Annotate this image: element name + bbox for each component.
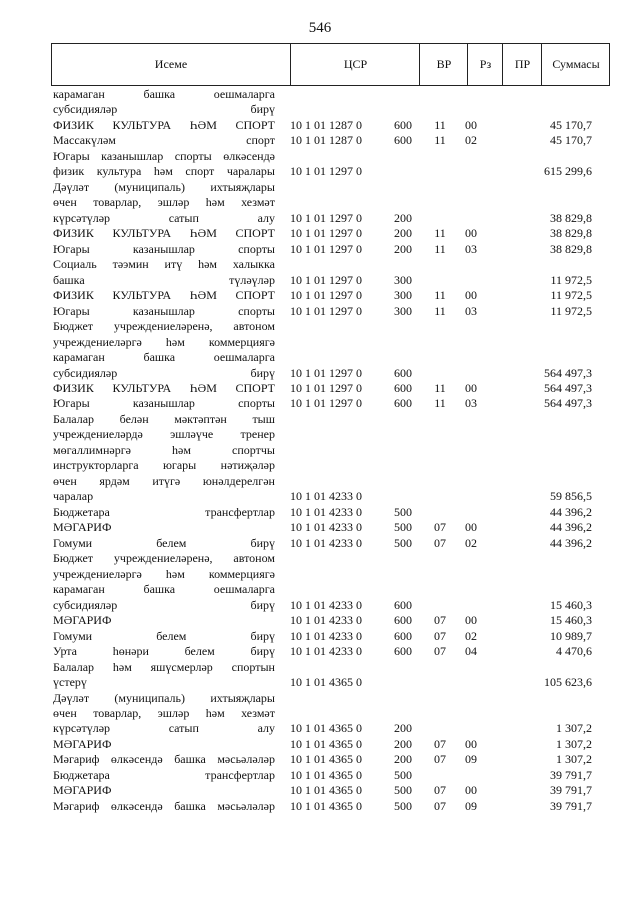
row-pr: 00 (465, 117, 477, 132)
table-header (51, 43, 610, 86)
row-name-word: хезмәт (241, 705, 275, 720)
row-name-word: ихтыяҗлары (210, 179, 275, 194)
row-name (53, 799, 275, 814)
row-name-line: ФИЗИК КУЛЬТУРА ҺӘМ СПОРТ (53, 117, 275, 132)
row-rz: 07 (434, 752, 446, 767)
row-name (53, 396, 275, 411)
row-name-word: карамаган (53, 87, 105, 101)
row-name-word: өлкәсендә (223, 148, 275, 163)
row-vr: 200 (394, 721, 412, 736)
table-row (0, 520, 640, 535)
row-name-word: һәм (205, 195, 225, 210)
row-name-word: учреждениеләргә (53, 566, 142, 581)
row-name-word: спорты (174, 148, 212, 163)
table-row (0, 118, 640, 133)
row-name-line (53, 335, 275, 350)
row-name (53, 536, 275, 551)
row-name-word: оешмаларга (213, 582, 275, 597)
row-name-word: һәм (205, 705, 225, 720)
row-sum: 11 972,5 (550, 272, 592, 287)
row-sum: 15 460,3 (550, 613, 592, 628)
row-pr: 03 (465, 241, 477, 256)
row-csr: 10 1 01 4233 0 (290, 535, 362, 550)
row-sum: 15 460,3 (550, 597, 592, 612)
row-name-word: юнәлдерелгән (202, 473, 275, 488)
row-rz: 07 (434, 736, 446, 751)
row-name (53, 118, 275, 133)
row-sum: 38 829,8 (550, 226, 592, 241)
row-sum: 45 170,7 (550, 133, 592, 148)
row-name-line: үстерү (53, 675, 87, 690)
table-row (0, 799, 640, 814)
row-name-word: учреждениеләрдә (53, 427, 143, 442)
row-name-word: спортын (231, 659, 275, 674)
row-name-line: Бюджетара трансфертлар (53, 767, 275, 782)
table-row (0, 752, 640, 767)
row-csr: 10 1 01 4233 0 (290, 597, 362, 612)
row-name-word: халыкка (232, 257, 275, 272)
row-name-word: башка (143, 582, 176, 597)
row-name-word: Балалар (53, 411, 95, 426)
row-name-line: субсидияләр бирү (53, 102, 275, 117)
row-csr: 10 1 01 4233 0 (290, 489, 362, 504)
row-rz: 07 (434, 613, 446, 628)
row-sum: 39 791,7 (550, 798, 592, 813)
table-row (0, 551, 640, 613)
row-name-line: Массакүләм спорт (53, 133, 275, 148)
row-name-line (53, 350, 275, 365)
row-name-line: ФИЗИК КУЛЬТУРА ҺӘМ СПОРТ (53, 226, 275, 241)
table-row (0, 783, 640, 798)
row-vr: 500 (394, 798, 412, 813)
row-name-word: автоном (233, 551, 275, 566)
row-name-line (53, 149, 275, 164)
row-sum: 44 396,2 (550, 535, 592, 550)
row-name-line: МӘГАРИФ (53, 613, 112, 628)
row-name-line: физик культура һәм спорт чаралары (53, 164, 275, 179)
table-row (0, 768, 640, 783)
row-name-word: өчен (53, 195, 77, 210)
row-name-word: карамаган (53, 582, 105, 597)
row-rz: 07 (434, 783, 446, 798)
row-name (53, 768, 275, 783)
row-vr: 500 (394, 504, 412, 519)
row-name-word: тәэмин (112, 257, 149, 272)
row-name (53, 412, 275, 505)
row-name (53, 629, 275, 644)
row-name (53, 691, 275, 737)
row-name (53, 288, 275, 303)
row-pr: 00 (465, 783, 477, 798)
table-row (0, 257, 640, 288)
page-number: 546 (308, 20, 332, 36)
row-name-word: тыш (252, 411, 275, 426)
row-sum: 44 396,2 (550, 504, 592, 519)
row-name-word: һәм (198, 257, 217, 272)
row-name-word: югары (162, 458, 197, 473)
row-name (53, 319, 275, 381)
row-name (53, 783, 275, 798)
row-name-line (53, 319, 275, 334)
row-name-word: автоном (233, 319, 275, 334)
row-csr: 10 1 01 1297 0 (290, 210, 362, 225)
row-pr: 04 (465, 644, 477, 659)
row-pr: 03 (465, 303, 477, 318)
row-sum: 564 497,3 (544, 381, 592, 396)
row-name (53, 304, 275, 319)
row-name-word: коммерциягә (208, 566, 275, 581)
table-row (0, 536, 640, 551)
row-vr: 600 (394, 644, 412, 659)
row-csr: 10 1 01 1297 0 (290, 288, 362, 303)
row-name (53, 520, 275, 535)
row-name-line: чаралар (53, 489, 94, 504)
table-row (0, 180, 640, 226)
row-vr: 600 (394, 117, 412, 132)
row-sum: 38 829,8 (550, 210, 592, 225)
row-name-line: МӘГАРИФ (53, 783, 112, 798)
row-name (53, 613, 275, 628)
row-name-word: итү (164, 257, 183, 272)
table-row (0, 226, 640, 241)
row-rz: 07 (434, 520, 446, 535)
column-header-sum: Суммасы (541, 44, 610, 85)
row-name-line: МӘГАРИФ (53, 736, 112, 751)
row-csr: 10 1 01 1297 0 (290, 272, 362, 287)
column-header-rz: Рз (467, 44, 503, 85)
row-name-word: казанышлар (101, 148, 164, 163)
table-row (0, 412, 640, 505)
row-name-line (53, 582, 275, 597)
row-name-line: Югары казанышлар спорты (53, 396, 275, 411)
table-row (0, 319, 640, 381)
row-pr: 00 (465, 520, 477, 535)
row-rz: 07 (434, 628, 446, 643)
row-name-line (53, 443, 275, 458)
row-vr: 500 (394, 767, 412, 782)
row-name-word: Бюджет (53, 551, 94, 566)
row-name-line (53, 567, 275, 582)
row-vr: 200 (394, 241, 412, 256)
row-csr: 10 1 01 1297 0 (290, 396, 362, 411)
row-name-line (53, 427, 275, 442)
row-name-line (53, 706, 275, 721)
row-vr: 600 (394, 365, 412, 380)
row-csr: 10 1 01 4233 0 (290, 613, 362, 628)
row-name-line: күрсәтүләр сатып алу (53, 721, 275, 736)
row-pr: 00 (465, 613, 477, 628)
row-name (53, 180, 275, 226)
row-rz: 11 (434, 226, 446, 241)
row-sum: 45 170,7 (550, 117, 592, 132)
row-name-line: ФИЗИК КУЛЬТУРА ҺӘМ СПОРТ (53, 288, 275, 303)
table-row (0, 691, 640, 737)
row-name-line: Гомуми белем бирү (53, 628, 275, 643)
table-row (0, 737, 640, 752)
table-row (0, 660, 640, 691)
row-name-line: Югары казанышлар спорты (53, 241, 275, 256)
column-header-name: Исеме (154, 57, 188, 71)
row-name-word: өчен (53, 473, 77, 488)
table-row (0, 87, 640, 118)
row-name-line (53, 180, 275, 195)
row-sum: 39 791,7 (550, 767, 592, 782)
row-name (53, 242, 275, 257)
row-sum: 1 307,2 (556, 721, 592, 736)
row-pr: 03 (465, 396, 477, 411)
row-name-word: башка (143, 87, 176, 101)
row-sum: 615 299,6 (544, 164, 592, 179)
row-name-line: Мәгариф өлкәсендә башка мәсьәләләр (53, 798, 275, 813)
row-sum: 39 791,7 (550, 783, 592, 798)
row-name-word: тренер (240, 427, 275, 442)
row-vr: 600 (394, 381, 412, 396)
column-header-pr: ПР (502, 44, 542, 85)
row-sum: 105 623,6 (544, 675, 592, 690)
row-vr: 500 (394, 535, 412, 550)
row-name-line: күрсәтүләр сатып алу (53, 210, 275, 225)
row-name-word: Югары (53, 148, 90, 163)
row-name-line (53, 87, 275, 102)
row-rz: 11 (434, 288, 446, 303)
row-vr: 500 (394, 783, 412, 798)
row-csr: 10 1 01 1287 0 (290, 133, 362, 148)
row-name-line: субсидияләр бирү (53, 365, 275, 380)
row-vr: 200 (394, 226, 412, 241)
row-csr: 10 1 01 4365 0 (290, 736, 362, 751)
table-row (0, 505, 640, 520)
row-name-word: товарлар, (93, 195, 142, 210)
row-name-word: оешмаларга (213, 87, 275, 101)
row-name-word: белән (119, 411, 149, 426)
row-name (53, 149, 275, 180)
column-header-vr: ВР (419, 44, 468, 85)
row-sum: 38 829,8 (550, 241, 592, 256)
row-csr: 10 1 01 1297 0 (290, 303, 362, 318)
row-name-line: МӘГАРИФ (53, 520, 112, 535)
row-sum: 11 972,5 (550, 288, 592, 303)
row-name-word: башка (143, 350, 176, 365)
row-sum: 4 470,6 (556, 644, 592, 659)
row-rz: 07 (434, 644, 446, 659)
row-name-word: (муниципаль) (114, 690, 186, 705)
row-rz: 11 (434, 241, 446, 256)
row-vr: 600 (394, 597, 412, 612)
row-rz: 11 (434, 381, 446, 396)
row-sum: 11 972,5 (550, 303, 592, 318)
row-name-word: Дәүләт (53, 690, 90, 705)
row-csr: 10 1 01 1287 0 (290, 117, 362, 132)
table-row (0, 381, 640, 396)
row-sum: 44 396,2 (550, 520, 592, 535)
row-name-word: һәм (172, 442, 191, 457)
row-name-line (53, 257, 275, 272)
row-name-word: учреждениеләргә (53, 334, 142, 349)
row-csr: 10 1 01 1297 0 (290, 381, 362, 396)
row-vr: 600 (394, 628, 412, 643)
row-name (53, 644, 275, 659)
row-name-word: инструкторларга (53, 458, 139, 473)
row-vr: 600 (394, 133, 412, 148)
column-header-csr: ЦСР (290, 44, 420, 85)
row-name (53, 660, 275, 691)
row-name-word: учреждениеләренә, (113, 551, 213, 566)
row-csr: 10 1 01 4365 0 (290, 767, 362, 782)
row-name (53, 87, 275, 118)
row-rz: 11 (434, 117, 446, 132)
row-csr: 10 1 01 4365 0 (290, 798, 362, 813)
row-name-word: ярдәм (99, 473, 130, 488)
table-row (0, 288, 640, 303)
row-name-word: Балалар (53, 659, 95, 674)
table-row (0, 149, 640, 180)
row-csr: 10 1 01 4233 0 (290, 504, 362, 519)
row-name-word: карамаган (53, 350, 105, 365)
row-name-word: мөгаллимнәргә (53, 442, 131, 457)
row-vr: 200 (394, 210, 412, 225)
row-name-line (53, 474, 275, 489)
row-name-word: учреждениеләренә, (113, 319, 213, 334)
row-name-line: башка түләүләр (53, 272, 275, 287)
row-name-line (53, 412, 275, 427)
row-csr: 10 1 01 4365 0 (290, 783, 362, 798)
row-name-line: Мәгариф өлкәсендә башка мәсьәләләр (53, 752, 275, 767)
row-csr: 10 1 01 4365 0 (290, 752, 362, 767)
row-name-line (53, 458, 275, 473)
table-body (0, 87, 640, 814)
row-sum: 10 989,7 (550, 628, 592, 643)
row-pr: 09 (465, 798, 477, 813)
row-pr: 02 (465, 133, 477, 148)
table-row (0, 613, 640, 628)
row-csr: 10 1 01 4365 0 (290, 721, 362, 736)
row-pr: 00 (465, 226, 477, 241)
row-sum: 1 307,2 (556, 752, 592, 767)
row-name-word: коммерциягә (208, 334, 275, 349)
row-name (53, 737, 275, 752)
row-vr: 500 (394, 520, 412, 535)
row-sum: 564 497,3 (544, 365, 592, 380)
row-name-word: эшләр (157, 195, 190, 210)
row-name-word: (муниципаль) (114, 179, 186, 194)
row-name-line (53, 551, 275, 566)
row-name-word: нәтиҗәләр (220, 458, 275, 473)
row-rz: 11 (434, 303, 446, 318)
row-vr: 300 (394, 272, 412, 287)
row-name-word: Бюджет (53, 319, 94, 334)
row-pr: 00 (465, 736, 477, 751)
row-name-line: ФИЗИК КУЛЬТУРА ҺӘМ СПОРТ (53, 381, 275, 396)
row-csr: 10 1 01 1297 0 (290, 164, 362, 179)
table-row (0, 644, 640, 659)
row-name-line (53, 195, 275, 210)
row-name-word: мәктәптән (174, 411, 227, 426)
row-csr: 10 1 01 4233 0 (290, 644, 362, 659)
row-rz: 07 (434, 798, 446, 813)
row-name (53, 257, 275, 288)
row-name-word: Социаль (53, 257, 97, 272)
row-pr: 02 (465, 628, 477, 643)
row-name-line: Гомуми белем бирү (53, 535, 275, 550)
row-name-line (53, 691, 275, 706)
table-row (0, 629, 640, 644)
row-pr: 02 (465, 535, 477, 550)
row-vr: 200 (394, 752, 412, 767)
row-vr: 200 (394, 736, 412, 751)
row-pr: 00 (465, 288, 477, 303)
row-name-word: һәм (165, 334, 185, 349)
row-name-word: ихтыяҗлары (210, 690, 275, 705)
row-csr: 10 1 01 4233 0 (290, 520, 362, 535)
row-name-line (53, 660, 275, 675)
table-row (0, 304, 640, 319)
row-name-word: итүгә (152, 473, 181, 488)
row-name-line: Югары казанышлар спорты (53, 303, 275, 318)
row-csr: 10 1 01 4365 0 (290, 675, 362, 690)
row-name-word: товарлар, (93, 705, 142, 720)
row-name-word: оешмаларга (213, 350, 275, 365)
row-name (53, 381, 275, 396)
row-name-line: субсидияләр бирү (53, 597, 275, 612)
row-sum: 1 307,2 (556, 736, 592, 751)
row-csr: 10 1 01 4233 0 (290, 628, 362, 643)
row-name-word: эшләр (157, 705, 190, 720)
row-name-word: Дәүләт (53, 179, 90, 194)
table-row (0, 133, 640, 148)
row-name-word: өчен (53, 705, 77, 720)
row-sum: 59 856,5 (550, 489, 592, 504)
row-name-word: эшләүче (170, 427, 214, 442)
row-csr: 10 1 01 1297 0 (290, 365, 362, 380)
row-name (53, 551, 275, 613)
row-name-word: яшүсмерләр (150, 659, 213, 674)
row-vr: 300 (394, 303, 412, 318)
row-rz: 11 (434, 396, 446, 411)
row-vr: 600 (394, 613, 412, 628)
row-pr: 00 (465, 381, 477, 396)
row-name (53, 133, 275, 148)
row-name (53, 226, 275, 241)
row-name-word: һәм (165, 566, 185, 581)
row-name-word: спортчы (232, 442, 275, 457)
row-vr: 300 (394, 288, 412, 303)
row-sum: 564 497,3 (544, 396, 592, 411)
table-row (0, 242, 640, 257)
row-rz: 07 (434, 535, 446, 550)
row-name-line: Бюджетара трансфертлар (53, 504, 275, 519)
row-name-word: хезмәт (241, 195, 275, 210)
table-row (0, 396, 640, 411)
row-rz: 11 (434, 133, 446, 148)
row-csr: 10 1 01 1297 0 (290, 226, 362, 241)
row-name-line: Урта һөнәри белем бирү (53, 644, 275, 659)
row-csr: 10 1 01 1297 0 (290, 241, 362, 256)
row-name (53, 752, 275, 767)
row-pr: 09 (465, 752, 477, 767)
row-name-word: һәм (112, 659, 132, 674)
row-name (53, 505, 275, 520)
row-vr: 600 (394, 396, 412, 411)
